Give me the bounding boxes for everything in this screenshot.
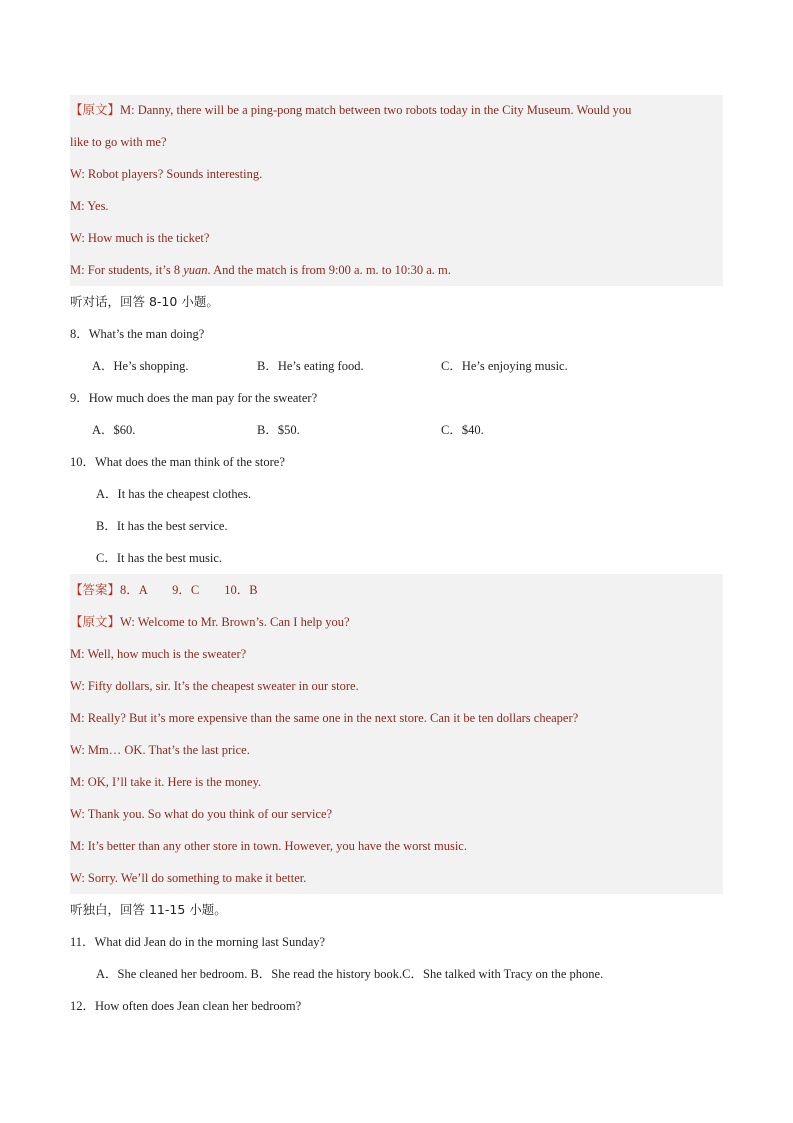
script-text: M: Danny, there will be a ping-pong match between two robots today in the City Museum. Would you bbox=[120, 103, 632, 117]
script-line bbox=[70, 670, 723, 702]
answer-and-script-block bbox=[70, 574, 723, 894]
script-text: W: Mm… OK. That’s the last price. bbox=[70, 743, 250, 757]
script-line bbox=[70, 158, 723, 190]
script-line bbox=[70, 734, 723, 766]
script-line bbox=[70, 126, 723, 158]
question-11: 11．What did Jean do in the morning last Sunday? bbox=[70, 935, 326, 949]
script-line bbox=[70, 190, 723, 222]
option-b: B．$50. bbox=[257, 423, 300, 437]
option-a: A．He’s shopping. bbox=[92, 359, 189, 373]
script-line bbox=[70, 798, 723, 830]
source-label: 【原文】 bbox=[70, 103, 121, 117]
script-text: W: Fifty dollars, sir. It’s the cheapest sweater in our store. bbox=[70, 679, 359, 693]
script-text: W: Thank you. So what do you think of our service? bbox=[70, 807, 333, 821]
script-text: M: Well, how much is the sweater? bbox=[70, 647, 247, 661]
script-line bbox=[70, 702, 723, 734]
question-9-options bbox=[70, 414, 723, 446]
script-line bbox=[70, 606, 723, 638]
section-heading: 听独白，回答 11-15 小题。 bbox=[70, 902, 227, 917]
answer-line bbox=[70, 574, 723, 606]
question-8-options bbox=[70, 350, 723, 382]
script-text: W: Welcome to Mr. Brown’s. Can I help you? bbox=[120, 615, 350, 629]
script-text: M: Yes. bbox=[70, 199, 109, 213]
script-line bbox=[70, 222, 723, 254]
question-8: 8．What’s the man doing? bbox=[70, 327, 205, 341]
question-10: 10．What does the man think of the store? bbox=[70, 455, 285, 469]
option-c: C．He’s enjoying music. bbox=[441, 359, 568, 373]
script-block-1 bbox=[70, 95, 723, 286]
question-9: 9．How much does the man pay for the sweater? bbox=[70, 391, 318, 405]
script-text: W: Robot players? Sounds interesting. bbox=[70, 167, 263, 181]
script-text: W: Sorry. We’ll do something to make it better. bbox=[70, 871, 307, 885]
script-text: W: How much is the ticket? bbox=[70, 231, 210, 245]
source-label: 【原文】 bbox=[70, 615, 121, 629]
script-line bbox=[70, 830, 723, 862]
option-c: C．It has the best music. bbox=[96, 551, 223, 565]
option-a: A．It has the cheapest clothes. bbox=[96, 487, 252, 501]
script-line bbox=[70, 766, 723, 798]
question-12: 12．How often does Jean clean her bedroom? bbox=[70, 999, 302, 1013]
script-text: . And the match is from 9:00 a. m. to 10:30 a. m. bbox=[207, 263, 451, 277]
script-text: M: OK, I’ll take it. Here is the money. bbox=[70, 775, 262, 789]
option-b: B．It has the best service. bbox=[96, 519, 228, 533]
document-page bbox=[70, 95, 723, 1022]
script-text: M: For students, it’s 8 bbox=[70, 263, 184, 277]
answer-label: 【答案】 bbox=[70, 583, 121, 597]
option-a: A．$60. bbox=[92, 423, 136, 437]
question-11-options: A．She cleaned her bedroom. B．She read the history book.C．She talked with Tracy on the phone. bbox=[96, 967, 604, 981]
script-text: M: It’s better than any other store in town. However, you have the worst music. bbox=[70, 839, 467, 853]
script-text: M: Really? But it’s more expensive than the same one in the next store. Can it be ten dollars cheaper? bbox=[70, 711, 579, 725]
option-c: C．$40. bbox=[441, 423, 484, 437]
script-text-italic: yuan bbox=[183, 263, 208, 277]
section-heading: 听对话，回答 8-10 小题。 bbox=[70, 294, 219, 309]
script-text: like to go with me? bbox=[70, 135, 167, 149]
script-line bbox=[70, 638, 723, 670]
script-line bbox=[70, 254, 723, 286]
script-line bbox=[70, 862, 723, 894]
option-b: B．He’s eating food. bbox=[257, 359, 364, 373]
script-line bbox=[70, 95, 723, 126]
answer-text: 8．A 9．C 10．B bbox=[120, 583, 258, 597]
